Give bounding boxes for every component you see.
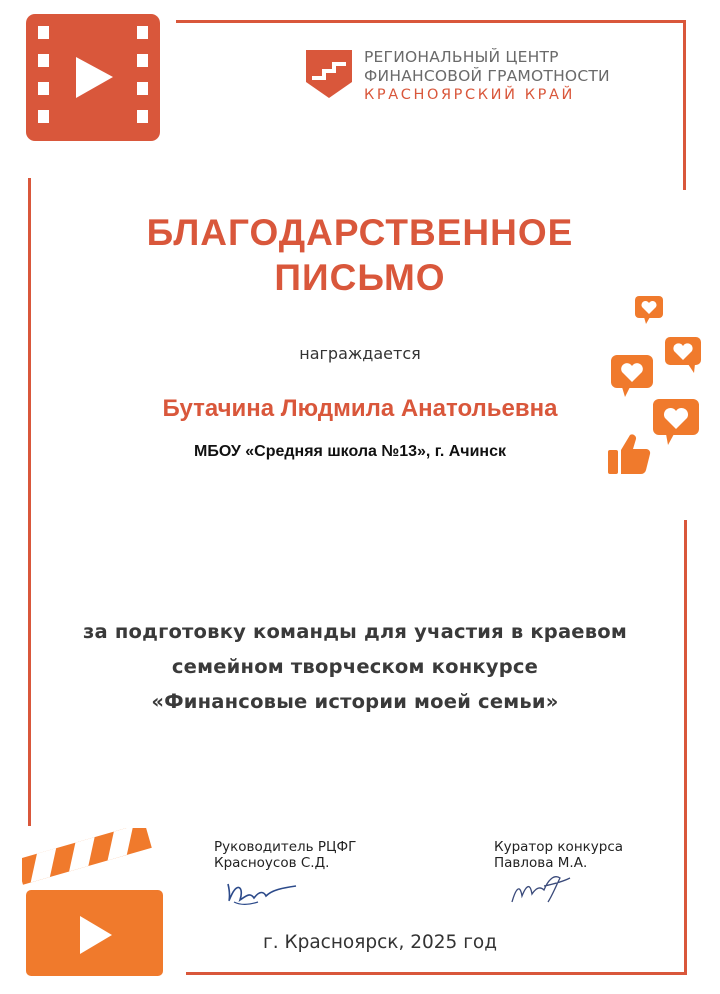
heart-bubble-icon [652,398,700,450]
heart-bubble-icon [634,295,664,329]
frame-line-right-top [683,20,686,190]
heart-bubble-icon [610,354,654,402]
handwritten-signature-left [222,872,302,914]
logo-line-3: КРАСНОЯРСКИЙ КРАЙ [364,87,575,103]
logo-line-2: ФИНАНСОВОЙ ГРАМОТНОСТИ [364,67,610,85]
film-strip-icon [26,14,160,141]
awarded-label: награждается [299,344,421,363]
logo-line-1: РЕГИОНАЛЬНЫЙ ЦЕНТР [364,48,559,66]
signature-left [214,839,356,871]
signature-right-name: Павлова М.А. [494,855,588,871]
logo-text [364,48,610,105]
frame-line-right-bottom [684,520,687,975]
clapperboard-icon [22,828,166,982]
heart-bubble-icon [664,336,702,378]
thumbs-up-icon [606,432,652,480]
frame-line-top [176,20,684,23]
school-name: МБОУ «Средняя школа №13», г. Ачинск [194,443,506,460]
reason-line-1: за подготовку команды для участия в краевом [82,620,628,643]
handwritten-signature-right [508,866,574,912]
title-line-2: ПИСЬМО [274,257,446,298]
recipient-name: Бутачина Людмила Анатольевна [162,395,558,422]
signature-right-role: Куратор конкурса [494,839,624,855]
title-line-1: БЛАГОДАРСТВЕННОЕ [146,212,574,253]
signature-left-role: Руководитель РЦФГ [214,839,357,855]
reason-line-2: семейном творческом конкурсе [171,655,539,678]
footer-city-year: г. Красноярск, 2025 год [262,932,498,953]
signature-left-name: Красноусов С.Д. [214,855,330,871]
logo-emblem-icon [304,48,354,100]
reason-line-3: «Финансовые истории моей семьи» [151,690,559,713]
frame-line-bottom [186,972,687,975]
